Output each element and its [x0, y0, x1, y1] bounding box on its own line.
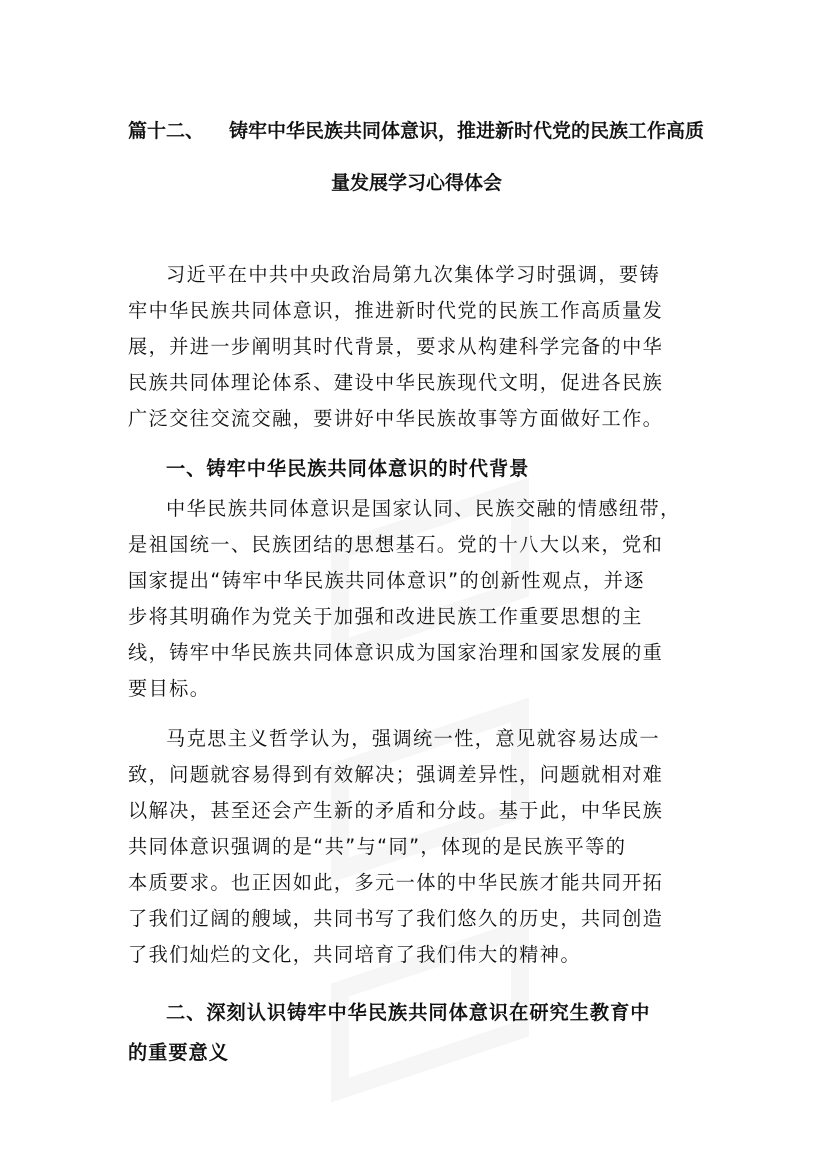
text-line: 了我们灿烂的文化，共同培育了我们伟大的精神。: [128, 943, 581, 966]
paragraph-background: [128, 491, 708, 707]
heading-line: 二、深刻认识铸牢中华民族共同体意识在研究生教育中: [166, 1001, 651, 1024]
text-line: 民族共同体理论体系、建设中华民族现代文明，促进各民族: [128, 371, 664, 394]
text-line: 中华民族共同体意识是国家认同、民族交融的情感纽带，: [166, 497, 681, 520]
heading-line: 一、铸牢中华民族共同体意识的时代背景: [166, 457, 530, 480]
text-line: 要目标。: [128, 677, 211, 700]
text-line: 致，问题就容易得到有效解决；强调差异性，问题就相对难: [128, 763, 664, 786]
document-title-line-2: 量发展学习心得体会: [331, 172, 503, 194]
paragraph-intro: [128, 257, 708, 437]
heading-line: 的重要意义: [128, 1041, 229, 1064]
text-line: 以解决，甚至还会产生新的矛盾和分歧。基于此，中华民族: [128, 799, 664, 822]
title-text: 铸牢中华民族共同体意识，推进新时代党的民族工作高质: [229, 120, 705, 142]
text-line: 马克思主义哲学认为，强调统一性，意见就容易达成一: [166, 727, 661, 750]
paragraph-philosophy: [128, 721, 708, 973]
section-heading-2: [128, 995, 708, 1071]
text-line: 线，铸牢中华民族共同体意识成为国家治理和国家发展的重: [128, 641, 664, 664]
text-line: 本质要求。也正因如此，多元一体的中华民族才能共同开拓: [128, 871, 664, 894]
text-line: 习近平在中共中央政治局第九次集体学习时强调，要铸: [166, 263, 661, 286]
text-line: 展，并进一步阐明其时代背景，要求从构建科学完备的中华: [128, 335, 664, 358]
text-line: 是祖国统一、民族团结的思想基石。党的十八大以来，党和: [128, 533, 664, 556]
text-line: 了我们辽阔的艘域，共同书写了我们悠久的历史，共同创造: [128, 907, 664, 930]
document-title-line-1: [128, 119, 704, 143]
text-line: 共同体意识强调的是“共”与“同”，体现的是民族平等的: [128, 835, 627, 858]
text-line: 广泛交往交流交融，要讲好中华民族故事等方面做好工作。: [128, 407, 664, 430]
text-line: 国家提出“铸牢中华民族共同体意识”的创新性观点，并逐: [128, 569, 645, 592]
title-prefix: 篇十二、: [128, 120, 205, 142]
section-heading-1: [128, 451, 708, 487]
text-line: 牢中华民族共同体意识，推进新时代党的民族工作高质量发: [128, 299, 664, 322]
text-line: 步将其明确作为党关于加强和改进民族工作重要思想的主: [128, 605, 643, 628]
